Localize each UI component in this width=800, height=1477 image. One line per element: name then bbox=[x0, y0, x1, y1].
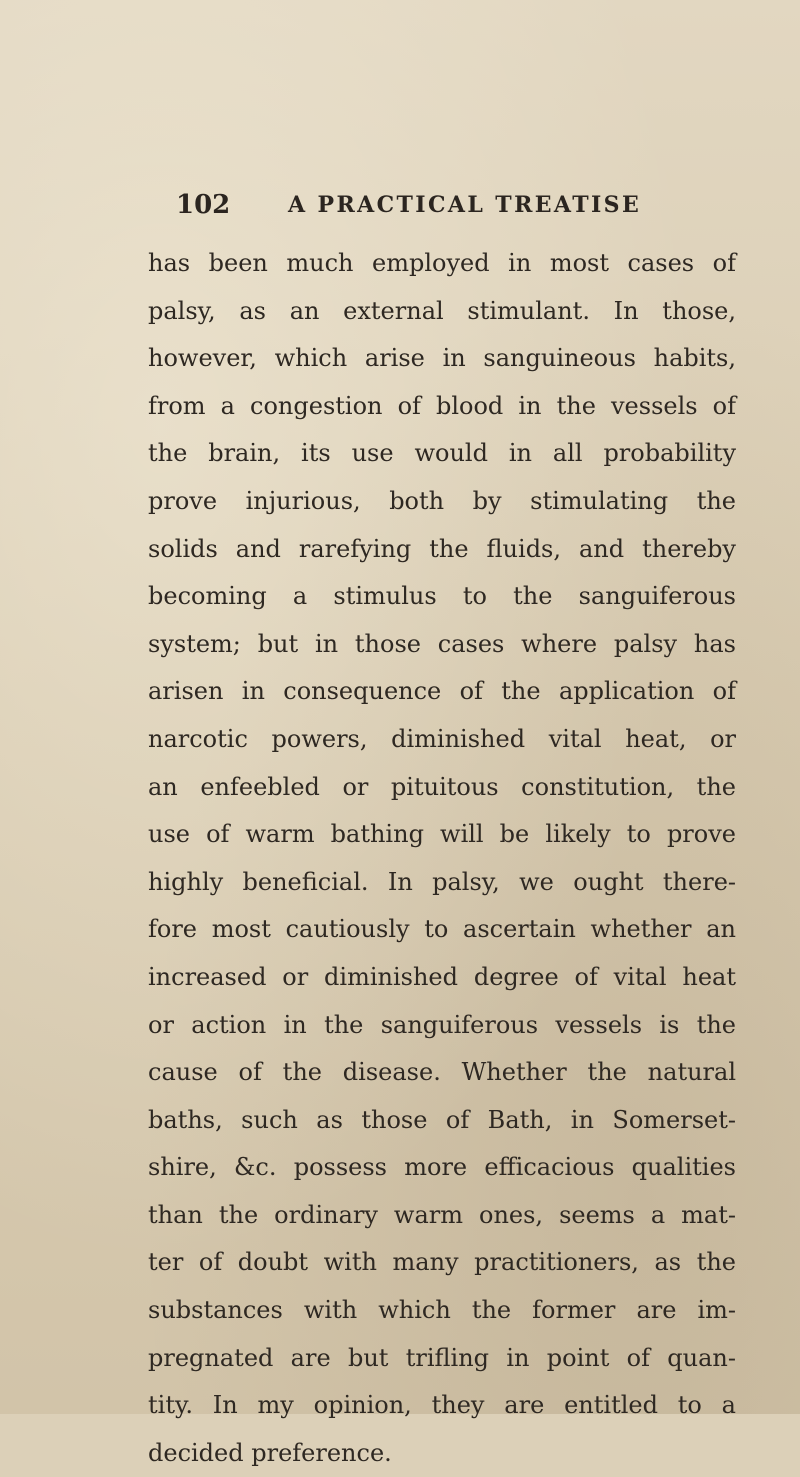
text-line: tity. In my opinion, they are entitled to a bbox=[148, 1391, 736, 1420]
text-line: increased or diminished degree of vital heat bbox=[148, 962, 736, 991]
page-number: 102 bbox=[176, 190, 231, 220]
text-line: substances with which the former are im- bbox=[148, 1296, 736, 1325]
text-line: or action in the sanguiferous vessels is the bbox=[148, 1010, 736, 1039]
text-line-last: decided preference. bbox=[148, 1438, 392, 1467]
text-line: shire, &c. possess more efficacious qualities bbox=[148, 1153, 736, 1182]
page-header bbox=[176, 188, 736, 222]
text-line: ter of doubt with many practitioners, as the bbox=[148, 1248, 736, 1277]
text-line: use of warm bathing will be likely to prove bbox=[148, 820, 736, 849]
body-text bbox=[148, 240, 736, 1477]
text-line: highly beneficial. In palsy, we ought there- bbox=[148, 867, 736, 896]
text-line: an enfeebled or pituitous constitution, the bbox=[148, 772, 736, 801]
text-line: system; but in those cases where palsy has bbox=[148, 629, 736, 658]
text-line: has been much employed in most cases of bbox=[148, 249, 736, 277]
text-line: palsy, as an external stimulant. In those, bbox=[148, 296, 736, 325]
text-line: from a congestion of blood in the vessels of bbox=[148, 391, 736, 420]
text-line: pregnated are but trifling in point of quan- bbox=[148, 1343, 736, 1372]
text-line: becoming a stimulus to the sanguiferous bbox=[148, 582, 736, 611]
text-line: solids and rarefying the fluids, and thereby bbox=[148, 534, 736, 563]
text-line: cause of the disease. Whether the natural bbox=[148, 1058, 736, 1087]
text-line: baths, such as those of Bath, in Somerset- bbox=[148, 1105, 736, 1134]
text-line: arisen in consequence of the application of bbox=[148, 677, 736, 706]
text-line: fore most cautiously to ascertain whether an bbox=[148, 915, 736, 944]
text-line: narcotic powers, diminished vital heat, or bbox=[148, 724, 736, 753]
running-title: A PRACTICAL TREATISE bbox=[288, 192, 642, 218]
text-line: however, which arise in sanguineous habits, bbox=[148, 344, 736, 373]
text-line: prove injurious, both by stimulating the bbox=[148, 486, 736, 515]
text-line: than the ordinary warm ones, seems a mat- bbox=[148, 1200, 736, 1229]
text-line: the brain, its use would in all probability bbox=[148, 439, 736, 468]
